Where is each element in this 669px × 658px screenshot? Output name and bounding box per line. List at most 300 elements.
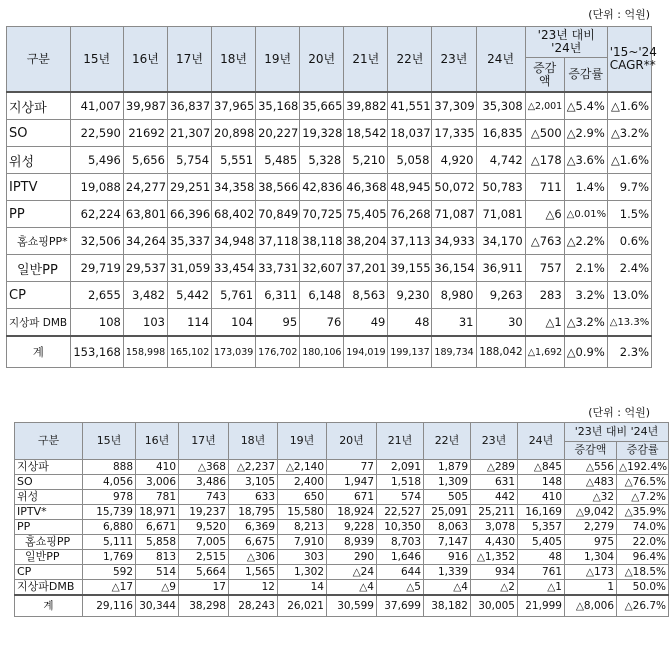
value-cell: 15,580	[278, 505, 327, 520]
table2-unit-label: (단위 : 억원)	[588, 406, 650, 419]
total-value-cell: 38,298	[179, 595, 229, 617]
value-cell: 29,251	[167, 174, 211, 201]
amount-cell: △763	[525, 228, 564, 255]
value-cell: 33,731	[256, 255, 300, 282]
value-cell: 6,671	[136, 520, 179, 535]
total-value-cell: 176,702	[256, 336, 300, 368]
value-cell: △2,237	[229, 460, 278, 475]
cagr-cell: △1.6%	[607, 147, 651, 174]
value-cell: 18,971	[136, 505, 179, 520]
table-row	[7, 309, 652, 337]
value-cell: 1,769	[83, 550, 136, 565]
table-row	[7, 255, 652, 282]
value-cell: 1,947	[327, 475, 377, 490]
total-value-cell: 173,039	[212, 336, 256, 368]
value-cell: 22,527	[377, 505, 424, 520]
total-rate-cell: △26.7%	[617, 595, 669, 617]
rate-cell: 96.4%	[617, 550, 669, 565]
value-cell: 114	[167, 309, 211, 337]
value-cell: 62,224	[70, 201, 123, 228]
value-cell: 5,754	[167, 147, 211, 174]
header-year: 22년	[388, 27, 432, 93]
total-value-cell: 30,005	[471, 595, 518, 617]
amount-cell: △1	[525, 309, 564, 337]
value-cell: 8,703	[377, 535, 424, 550]
value-cell: 35,665	[300, 92, 344, 120]
value-cell: 5,442	[167, 282, 211, 309]
value-cell: 104	[212, 309, 256, 337]
rate-cell: 22.0%	[617, 535, 669, 550]
total-amount-cell: △1,692	[525, 336, 564, 368]
amount-cell: △2,001	[525, 92, 564, 120]
value-cell: 671	[327, 490, 377, 505]
value-cell: 19,237	[179, 505, 229, 520]
value-cell: 1,339	[424, 565, 471, 580]
value-cell: 290	[327, 550, 377, 565]
value-cell: 633	[229, 490, 278, 505]
value-cell: 2,091	[377, 460, 424, 475]
value-cell: 70,725	[300, 201, 344, 228]
value-cell: 3,482	[123, 282, 167, 309]
value-cell: 9,228	[327, 520, 377, 535]
value-cell: 25,091	[424, 505, 471, 520]
header-year: 18년	[229, 423, 278, 460]
value-cell: 442	[471, 490, 518, 505]
table-row	[15, 520, 669, 535]
value-cell: 18,037	[388, 120, 432, 147]
table-row	[15, 490, 669, 505]
total-row	[7, 336, 652, 368]
amount-cell: △556	[565, 460, 617, 475]
value-cell: 761	[518, 565, 565, 580]
header-year: 16년	[123, 27, 167, 93]
total-value-cell: 189,734	[432, 336, 476, 368]
value-cell: 70,849	[256, 201, 300, 228]
value-cell: 34,358	[212, 174, 256, 201]
value-cell: 39,882	[344, 92, 388, 120]
value-cell: 35,337	[167, 228, 211, 255]
amount-cell: 1,304	[565, 550, 617, 565]
row-label: 일반PP	[7, 255, 71, 282]
table-row	[7, 201, 652, 228]
row-label: 지상파	[7, 92, 71, 120]
value-cell: 20,227	[256, 120, 300, 147]
value-cell: 631	[471, 475, 518, 490]
rate-cell: △7.2%	[617, 490, 669, 505]
rate-cell: △2.2%	[564, 228, 607, 255]
total-value-cell: 28,243	[229, 595, 278, 617]
row-label: 홈쇼핑PP	[15, 535, 83, 550]
value-cell: 46,368	[344, 174, 388, 201]
value-cell: 48,945	[388, 174, 432, 201]
table-row	[7, 174, 652, 201]
value-cell: 29,719	[70, 255, 123, 282]
row-label: 지상파	[15, 460, 83, 475]
amount-cell: 711	[525, 174, 564, 201]
value-cell: 50,783	[476, 174, 525, 201]
value-cell: △2,140	[278, 460, 327, 475]
value-cell: 5,761	[212, 282, 256, 309]
value-cell: 38,566	[256, 174, 300, 201]
value-cell: △306	[229, 550, 278, 565]
amount-cell: △173	[565, 565, 617, 580]
value-cell: 108	[70, 309, 123, 337]
value-cell: 148	[518, 475, 565, 490]
value-cell: 37,113	[388, 228, 432, 255]
value-cell: 18,795	[229, 505, 278, 520]
value-cell: 5,328	[300, 147, 344, 174]
value-cell: △9	[136, 580, 179, 596]
value-cell: 36,154	[432, 255, 476, 282]
table-row	[15, 550, 669, 565]
value-cell: 37,965	[212, 92, 256, 120]
header-year: 24년	[476, 27, 525, 93]
value-cell: 5,405	[518, 535, 565, 550]
header-cagr: '15~'24 CAGR**	[607, 27, 651, 93]
row-label: SO	[15, 475, 83, 490]
header-year: 23년	[471, 423, 518, 460]
value-cell: 15,739	[83, 505, 136, 520]
value-cell: 3,078	[471, 520, 518, 535]
value-cell: 410	[136, 460, 179, 475]
row-label: 홈쇼핑PP*	[7, 228, 71, 255]
value-cell: 34,948	[212, 228, 256, 255]
value-cell: 32,506	[70, 228, 123, 255]
value-cell: △2	[471, 580, 518, 596]
value-cell: 1,309	[424, 475, 471, 490]
value-cell: 17	[179, 580, 229, 596]
row-label: 위성	[15, 490, 83, 505]
header-year: 16년	[136, 423, 179, 460]
value-cell: 29,537	[123, 255, 167, 282]
row-label: PP	[15, 520, 83, 535]
value-cell: 7,005	[179, 535, 229, 550]
value-cell: 3,105	[229, 475, 278, 490]
header-year: 15년	[83, 423, 136, 460]
total-value-cell: 37,699	[377, 595, 424, 617]
amount-cell: 975	[565, 535, 617, 550]
header-year: 23년	[432, 27, 476, 93]
value-cell: 38,204	[344, 228, 388, 255]
header-compare-amount: 증감액	[525, 58, 564, 93]
value-cell: 6,311	[256, 282, 300, 309]
row-label: 위성	[7, 147, 71, 174]
table1-unit-label: (단위 : 억원)	[588, 8, 650, 21]
header-compare-rate: 증감률	[564, 58, 607, 93]
rate-cell: 50.0%	[617, 580, 669, 596]
cagr-cell: 13.0%	[607, 282, 651, 309]
amount-cell: 1	[565, 580, 617, 596]
value-cell: 9,230	[388, 282, 432, 309]
value-cell: 22,590	[70, 120, 123, 147]
value-cell: 5,485	[256, 147, 300, 174]
amount-cell: △32	[565, 490, 617, 505]
rate-cell: △5.4%	[564, 92, 607, 120]
value-cell: 76	[300, 309, 344, 337]
total-value-cell: 30,344	[136, 595, 179, 617]
value-cell: 505	[424, 490, 471, 505]
header-year: 17년	[179, 423, 229, 460]
value-cell: 41,007	[70, 92, 123, 120]
value-cell: 1,879	[424, 460, 471, 475]
value-cell: 743	[179, 490, 229, 505]
rate-cell: △3.2%	[564, 309, 607, 337]
total-value-cell: 165,102	[167, 336, 211, 368]
value-cell: △4	[327, 580, 377, 596]
amount-cell: △483	[565, 475, 617, 490]
value-cell: 39,155	[388, 255, 432, 282]
value-cell: 14	[278, 580, 327, 596]
row-label: PP	[7, 201, 71, 228]
value-cell: 8,939	[327, 535, 377, 550]
table-row	[15, 460, 669, 475]
total-value-cell: 180,106	[300, 336, 344, 368]
value-cell: △24	[327, 565, 377, 580]
header-category: 구분	[7, 27, 71, 93]
value-cell: △5	[377, 580, 424, 596]
value-cell: 39,987	[123, 92, 167, 120]
value-cell: 888	[83, 460, 136, 475]
amount-cell: 283	[525, 282, 564, 309]
value-cell: △368	[179, 460, 229, 475]
rate-cell: △76.5%	[617, 475, 669, 490]
value-cell: 303	[278, 550, 327, 565]
value-cell: 10,350	[377, 520, 424, 535]
amount-cell: △9,042	[565, 505, 617, 520]
header-compare-amount: 증감액	[565, 441, 617, 460]
value-cell: 5,858	[136, 535, 179, 550]
total-value-cell: 29,116	[83, 595, 136, 617]
value-cell: 5,058	[388, 147, 432, 174]
value-cell: 574	[377, 490, 424, 505]
table-row	[15, 565, 669, 580]
table-row	[7, 282, 652, 309]
table-row	[7, 92, 652, 120]
value-cell: 36,911	[476, 255, 525, 282]
value-cell: 21,307	[167, 120, 211, 147]
value-cell: 3,486	[179, 475, 229, 490]
cagr-cell: 1.5%	[607, 201, 651, 228]
value-cell: 4,742	[476, 147, 525, 174]
value-cell: 68,402	[212, 201, 256, 228]
value-cell: 1,646	[377, 550, 424, 565]
value-cell: 16,835	[476, 120, 525, 147]
value-cell: 66,396	[167, 201, 211, 228]
value-cell: 6,675	[229, 535, 278, 550]
cagr-cell: △1.6%	[607, 92, 651, 120]
value-cell: 7,147	[424, 535, 471, 550]
row-label: SO	[7, 120, 71, 147]
value-cell: 42,836	[300, 174, 344, 201]
header-year: 21년	[344, 27, 388, 93]
table-row	[15, 475, 669, 490]
value-cell: 5,210	[344, 147, 388, 174]
total-label: 계	[15, 595, 83, 617]
value-cell: △1,352	[471, 550, 518, 565]
value-cell: 63,801	[123, 201, 167, 228]
value-cell: 18,924	[327, 505, 377, 520]
value-cell: 5,357	[518, 520, 565, 535]
value-cell: 103	[123, 309, 167, 337]
value-cell: 76,268	[388, 201, 432, 228]
value-cell: 6,148	[300, 282, 344, 309]
value-cell: 38,118	[300, 228, 344, 255]
cagr-cell: 9.7%	[607, 174, 651, 201]
value-cell: 17,335	[432, 120, 476, 147]
value-cell: 8,213	[278, 520, 327, 535]
cagr-cell: 0.6%	[607, 228, 651, 255]
value-cell: 20,898	[212, 120, 256, 147]
value-cell: 6,369	[229, 520, 278, 535]
broadcast-profit-table	[14, 422, 669, 617]
value-cell: 34,170	[476, 228, 525, 255]
value-cell: 71,081	[476, 201, 525, 228]
value-cell: 5,496	[70, 147, 123, 174]
value-cell: 2,515	[179, 550, 229, 565]
value-cell: 2,400	[278, 475, 327, 490]
value-cell: 9,520	[179, 520, 229, 535]
value-cell: 32,607	[300, 255, 344, 282]
row-label: IPTV*	[15, 505, 83, 520]
total-cagr-cell: 2.3%	[607, 336, 651, 368]
value-cell: △17	[83, 580, 136, 596]
header-year: 19년	[256, 27, 300, 93]
value-cell: 41,551	[388, 92, 432, 120]
total-value-cell: 26,021	[278, 595, 327, 617]
rate-cell: △35.9%	[617, 505, 669, 520]
value-cell: 49	[344, 309, 388, 337]
total-value-cell: 153,168	[70, 336, 123, 368]
value-cell: 8,563	[344, 282, 388, 309]
table-row	[7, 120, 652, 147]
value-cell: 12	[229, 580, 278, 596]
total-rate-cell: △0.9%	[564, 336, 607, 368]
broadcast-revenue-table	[6, 26, 657, 368]
value-cell: 77	[327, 460, 377, 475]
row-label: 지상파 DMB	[7, 309, 71, 337]
rate-cell: 1.4%	[564, 174, 607, 201]
header-year: 22년	[424, 423, 471, 460]
value-cell: 3,006	[136, 475, 179, 490]
value-cell: 650	[278, 490, 327, 505]
header-year: 19년	[278, 423, 327, 460]
value-cell: 21692	[123, 120, 167, 147]
value-cell: 9,263	[476, 282, 525, 309]
rate-cell: 2.1%	[564, 255, 607, 282]
total-value-cell: 21,999	[518, 595, 565, 617]
value-cell: 19,088	[70, 174, 123, 201]
value-cell: 7,910	[278, 535, 327, 550]
table-row	[15, 535, 669, 550]
value-cell: 75,405	[344, 201, 388, 228]
header-year: 24년	[518, 423, 565, 460]
rate-cell: △18.5%	[617, 565, 669, 580]
amount-cell: △178	[525, 147, 564, 174]
row-label: CP	[15, 565, 83, 580]
total-value-cell: 194,019	[344, 336, 388, 368]
value-cell: △1	[518, 580, 565, 596]
value-cell: 48	[518, 550, 565, 565]
value-cell: 4,430	[471, 535, 518, 550]
value-cell: 592	[83, 565, 136, 580]
header-compare-group: '23년 대비 '24년	[565, 423, 669, 442]
value-cell: 37,201	[344, 255, 388, 282]
table-row	[15, 505, 669, 520]
header-category: 구분	[15, 423, 83, 460]
header-compare-group: '23년 대비 '24년	[525, 27, 607, 58]
value-cell: 16,169	[518, 505, 565, 520]
value-cell: 95	[256, 309, 300, 337]
value-cell: 48	[388, 309, 432, 337]
value-cell: 5,551	[212, 147, 256, 174]
value-cell: 34,264	[123, 228, 167, 255]
value-cell: 31	[432, 309, 476, 337]
value-cell: 781	[136, 490, 179, 505]
value-cell: 37,118	[256, 228, 300, 255]
value-cell: △4	[424, 580, 471, 596]
value-cell: 4,056	[83, 475, 136, 490]
value-cell: 19,328	[300, 120, 344, 147]
value-cell: 5,656	[123, 147, 167, 174]
value-cell: 18,542	[344, 120, 388, 147]
cagr-cell: 2.4%	[607, 255, 651, 282]
header-year: 20년	[327, 423, 377, 460]
header-year: 21년	[377, 423, 424, 460]
header-year: 15년	[70, 27, 123, 93]
cagr-cell: △3.2%	[607, 120, 651, 147]
table-row	[7, 147, 652, 174]
rate-cell: △3.6%	[564, 147, 607, 174]
value-cell: 514	[136, 565, 179, 580]
table-row	[15, 580, 669, 596]
value-cell: 24,277	[123, 174, 167, 201]
rate-cell: 3.2%	[564, 282, 607, 309]
table-row	[7, 228, 652, 255]
amount-cell: △6	[525, 201, 564, 228]
value-cell: △289	[471, 460, 518, 475]
rate-cell: △0.01%	[564, 201, 607, 228]
value-cell: 8,980	[432, 282, 476, 309]
row-label: IPTV	[7, 174, 71, 201]
value-cell: 25,211	[471, 505, 518, 520]
value-cell: 410	[518, 490, 565, 505]
value-cell: 1,302	[278, 565, 327, 580]
value-cell: 30	[476, 309, 525, 337]
total-value-cell: 30,599	[327, 595, 377, 617]
header-year: 20년	[300, 27, 344, 93]
header-year: 18년	[212, 27, 256, 93]
value-cell: 978	[83, 490, 136, 505]
rate-cell: 74.0%	[617, 520, 669, 535]
header-compare-rate: 증감률	[617, 441, 669, 460]
total-value-cell: 158,998	[123, 336, 167, 368]
value-cell: 6,880	[83, 520, 136, 535]
value-cell: 71,087	[432, 201, 476, 228]
value-cell: 1,565	[229, 565, 278, 580]
value-cell: 36,837	[167, 92, 211, 120]
total-label: 계	[7, 336, 71, 368]
value-cell: 1,518	[377, 475, 424, 490]
value-cell: 2,655	[70, 282, 123, 309]
value-cell: 8,063	[424, 520, 471, 535]
amount-cell: 757	[525, 255, 564, 282]
value-cell: 31,059	[167, 255, 211, 282]
value-cell: 33,454	[212, 255, 256, 282]
value-cell: 50,072	[432, 174, 476, 201]
row-label: 지상파DMB	[15, 580, 83, 596]
rate-cell: △192.4%	[617, 460, 669, 475]
value-cell: 4,920	[432, 147, 476, 174]
